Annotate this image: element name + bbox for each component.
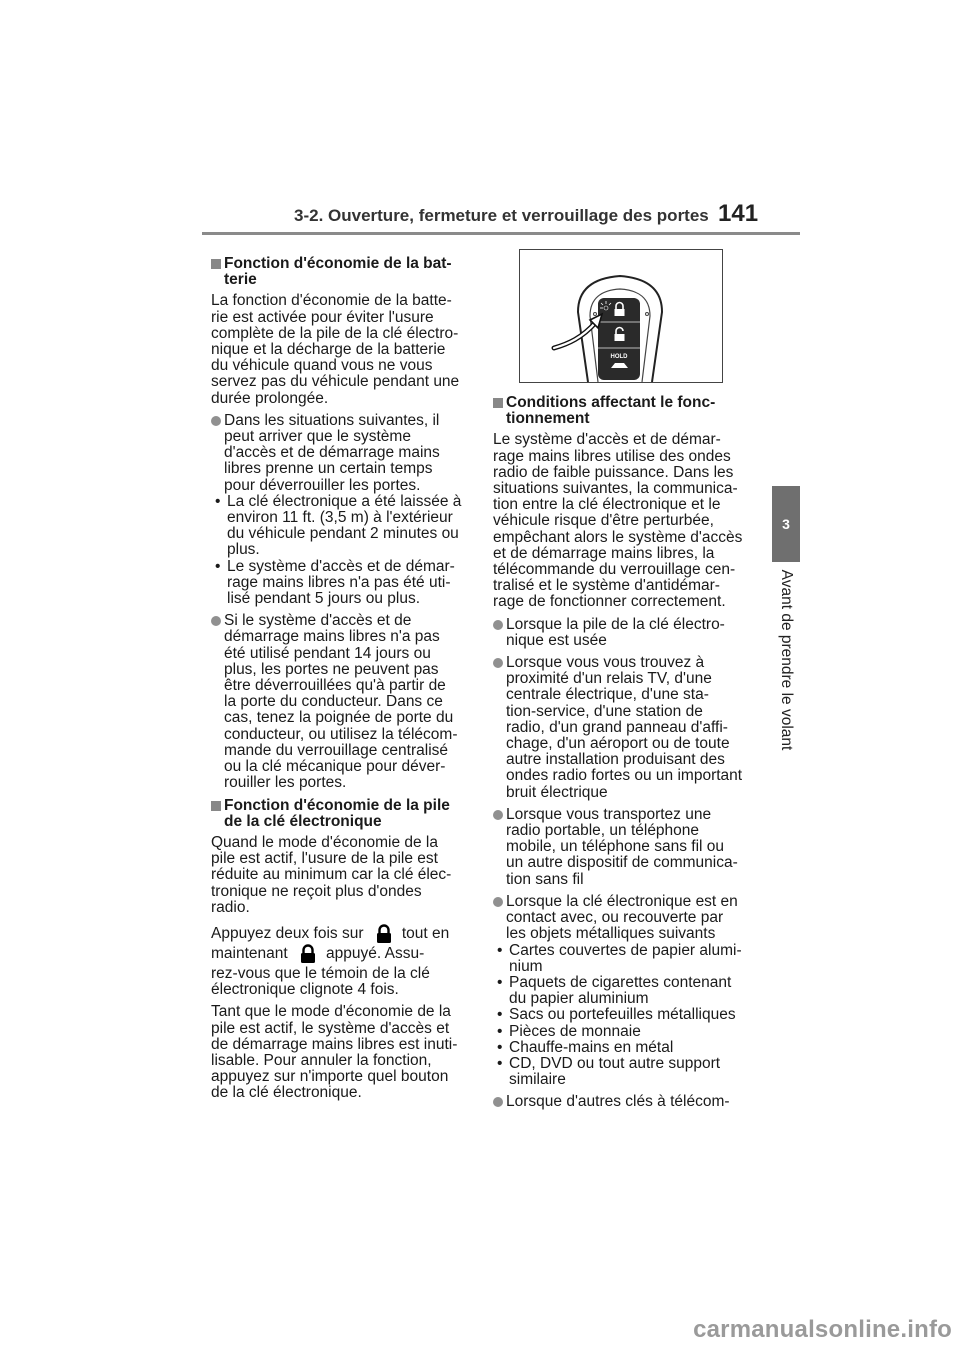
round-bullet-icon	[493, 658, 503, 668]
chapter-number: 3	[782, 516, 790, 532]
key-fob-icon	[520, 250, 722, 382]
sub-list-item: • Chauffe-mains en métal	[497, 1038, 674, 1056]
sub-item-text: Chauffe-mains en métal	[509, 1038, 674, 1056]
bullet-text: Lorsque vous vous trouvez à proximité d'un relais TV, d'une centrale électrique, d'une sta- tion-service, d'une station de radio, d'un grand panneau d'affi- chage, d'un aéroport ou de toute autre installation produisant des ondes radio fortes ou un important bruit électrique	[506, 654, 743, 801]
header-rule	[202, 232, 800, 235]
page-number: 141	[718, 200, 759, 227]
sub-list-item: • Sacs ou portefeuilles métalliques	[497, 1006, 736, 1024]
list-item	[493, 894, 755, 943]
square-bullet-icon	[493, 398, 503, 408]
bullet-text: Si le système d'accès et de démarrage mains libres n'a pas été utilisé pendant 14 jours ou plus, les portes ne peuvent pas être déverrouillées qu'à partir de la porte du conducteur. Dans ce cas, tenez la poignée de porte du conducteur, ou utilisez la télécom- mande du verrouillage centralisé ou la clé mécanique pour déver- rouiller les portes.	[224, 612, 458, 792]
metal-objects-list	[493, 943, 755, 1089]
left-column	[211, 256, 467, 1108]
round-bullet-icon	[493, 810, 503, 820]
bullet-text: Lorsque vous transportez une radio portable, un téléphone mobile, un téléphone sans fil ou un autre dispositif de communica- tion sans fil	[506, 805, 738, 888]
electronic-key-illustration	[519, 249, 723, 383]
conditions-heading-text: Conditions affectant le fonc- tionnement	[506, 394, 716, 428]
sub-list-item: • Paquets de cigarettes contenant du papier aluminium	[497, 973, 732, 1008]
round-bullet-icon	[493, 620, 503, 630]
list-item	[493, 655, 755, 801]
sub-item-text: Paquets de cigarettes contenant du papier aluminium	[509, 973, 732, 1008]
bullet-text: Lorsque d'autres clés à télécom-	[506, 1093, 730, 1111]
section-title: 3-2. Ouverture, fermeture et verrouillage des portes	[294, 206, 709, 225]
watermark: carmanualsonline.info	[693, 1316, 952, 1343]
right-column	[493, 395, 755, 1117]
bullet-text: Lorsque la pile de la clé électro- nique est usée	[506, 615, 725, 649]
list-item	[211, 413, 467, 607]
key-saver-heading	[211, 798, 467, 830]
round-bullet-icon	[211, 416, 221, 426]
sub-list-item: • La clé électronique a été laissée à environ 11 ft. (3,5 m) à l'extérieur du véhicule pendant 2 minutes ou plus.	[215, 492, 462, 559]
square-bullet-icon	[211, 259, 221, 269]
sub-item-text: CD, DVD ou tout autre support similaire	[509, 1054, 721, 1089]
chapter-tab	[772, 486, 800, 562]
battery-saver-heading	[211, 256, 467, 288]
sub-item-text: Le système d'accès et de démar- rage mains libres n'a pas été uti- lisé pendant 5 jours ou plus.	[227, 557, 455, 608]
lock-icon	[300, 944, 316, 964]
battery-saver-heading-text: Fonction d'économie de la bat- terie	[224, 255, 452, 289]
square-bullet-icon	[211, 801, 221, 811]
list-item	[211, 613, 467, 791]
key-saver-intro: Quand le mode d'économie de la pile est actif, l'usure de la pile est réduite au minimum car la clé élec- tronique ne reçoit plus d'ondes radio.	[211, 833, 452, 916]
chapter-title: Avant de prendre le volant	[778, 569, 795, 751]
sub-list-item: • Cartes couvertes de papier alumi- nium	[497, 941, 742, 975]
sub-list-item: • Le système d'accès et de démar- rage mains libres n'a pas été uti- lisé pendant 5 jours ou plus.	[215, 557, 455, 608]
sub-item-text: Pièces de monnaie	[509, 1022, 641, 1040]
instruction-text: appuyé. Assu-	[326, 944, 425, 962]
sub-item-text: La clé électronique a été laissée à environ 11 ft. (3,5 m) à l'extérieur du véhicule pendant 2 minutes ou plus.	[227, 492, 462, 559]
conditions-heading	[493, 395, 755, 427]
battery-saver-intro: La fonction d'économie de la batte- rie est activée pour éviter l'usure complète de la pile de la clé électro- nique et la décharge de la batterie du véhicule quand vous ne vous servez pas du véhicule pendant une durée prolongée.	[211, 292, 460, 407]
instruction-text: Appuyez deux fois sur	[211, 924, 364, 942]
bullet-text: Dans les situations suivantes, il peut arriver que le système d'accès et de démarrage mains libres prenne un certain temps pour déverrouiller les portes.	[224, 411, 440, 494]
key-saver-instructions	[211, 924, 467, 964]
instruction-text: maintenant	[211, 944, 288, 962]
conditions-intro: Le système d'accès et de démar- rage mains libres utilise des ondes radio de faible puissance. Dans les situations suivantes, la communica- tion entre la clé électronique et le véhicule risque d'être perturbée, empêchant alors le système d'accès et de démarrage mains libres, la télécommande du verrouillage cen- tralisé et le système d'antidémar- rage de fonctionner correctement.	[493, 431, 743, 611]
lock-icon	[376, 924, 392, 944]
sub-list-item: • CD, DVD ou tout autre support similaire	[497, 1054, 721, 1089]
round-bullet-icon	[211, 616, 221, 626]
hold-label: HOLD	[610, 354, 628, 360]
instruction-text: tout en	[401, 924, 450, 942]
key-saver-heading-text: Fonction d'économie de la pile de la clé électronique	[224, 796, 450, 830]
sub-item-text: Cartes couvertes de papier alumi- nium	[509, 941, 742, 975]
list-item	[493, 617, 755, 649]
bullet-text: Lorsque la clé électronique est en contact avec, ou recouverte par les objets métalliques suivants	[506, 892, 738, 943]
round-bullet-icon	[493, 1097, 503, 1107]
list-item	[493, 1094, 755, 1110]
key-saver-closing: Tant que le mode d'économie de la pile est actif, le système d'accès et de démarrage mains libres est inuti- lisable. Pour annuler la fonction, appuyez sur n'importe quel bouton de la clé électronique.	[211, 1003, 458, 1102]
sub-item-text: Sacs ou portefeuilles métalliques	[509, 1006, 736, 1024]
round-bullet-icon	[493, 897, 503, 907]
sub-list-item: • Pièces de monnaie	[497, 1022, 641, 1040]
key-saver-confirm: rez-vous que le témoin de la clé électronique clignote 4 fois.	[211, 964, 430, 999]
list-item	[493, 807, 755, 888]
